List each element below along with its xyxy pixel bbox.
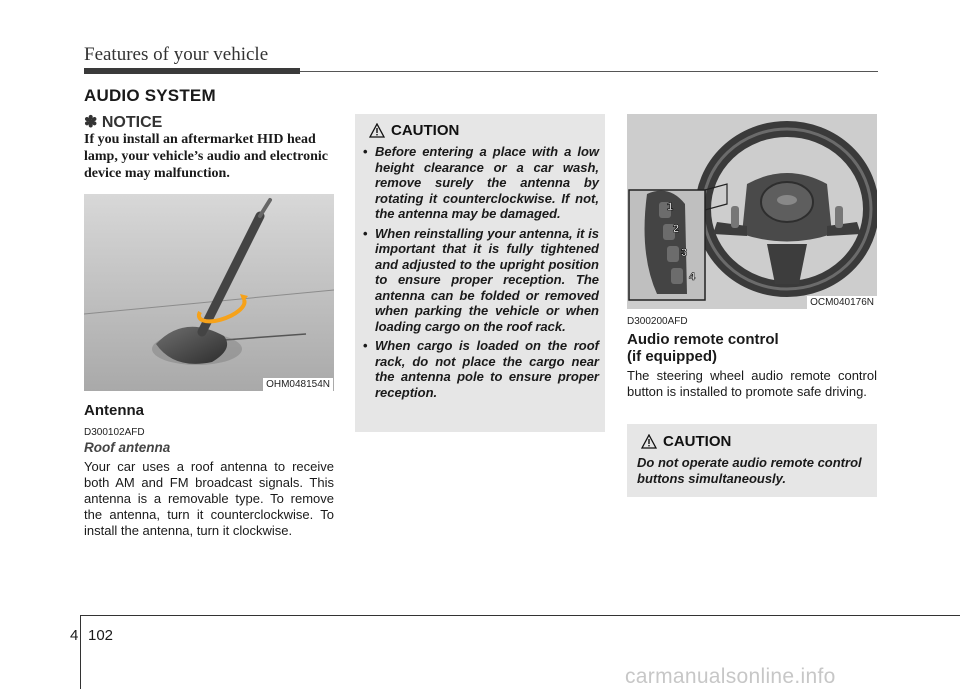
warning-triangle-icon [369,123,385,138]
remote-heading-line2: (if equipped) [627,348,717,365]
caution-heading [641,433,731,450]
section-title: AUDIO SYSTEM [84,86,216,105]
watermark: carmanualsonline.info [625,665,836,688]
caution-title: CAUTION [663,433,732,450]
callout-4: 4 [689,271,696,283]
remote-doc-code: D300200AFD [627,316,688,327]
antenna-image-code: OHM048154N [263,378,333,391]
page-number: 102 [88,627,114,644]
antenna-illustration [84,194,334,391]
chapter-number: 4 [70,627,79,644]
notice-body: If you install an aftermarket HID head lamp, your vehicle’s audio and electronic device may malfunction. [84,132,328,181]
antenna-heading: Antenna [84,402,144,419]
caution-item: • Before entering a place with a low height clearance or a car wash, remove surely the antenna by rotating it counterclockwise. If not, the antenna may be damaged. [363,144,599,222]
wheel-image-code: OCM040176N [807,296,877,309]
caution-box-antenna [355,114,605,432]
footer-rule [80,615,960,616]
page-header-title: Features of your vehicle [84,44,269,65]
steering-wheel-illustration [627,114,877,309]
caution-heading [369,122,459,139]
footer-divider [80,615,81,689]
caution-item: • When cargo is loaded on the roof rack, do not place the cargo near the antenna pole to ensure proper reception. [363,338,599,400]
callout-2: 2 [673,223,680,235]
caution-item: • When reinstalling your antenna, it is important that it is fully tightened and adjusted to the upright position to ensure proper reception. The antenna can be folded or removed when parking the vehicle or when loading cargo on the roof rack. [363,226,599,335]
caution-title: CAUTION [391,122,460,139]
warning-triangle-icon [641,434,657,449]
antenna-photo [84,194,334,391]
header-rule [300,71,878,72]
remote-heading [627,331,877,365]
steering-wheel-photo [627,114,877,309]
notice-title: ✽ NOTICE [84,114,163,131]
caution-list [363,144,599,404]
antenna-body: Your car uses a roof antenna to receive both AM and FM broadcast signals. This antenna is a removable type. To remove the antenna, turn it counterclockwise. To install the antenna, turn it clockwise. [84,459,334,538]
roof-antenna-subheading: Roof antenna [84,440,171,455]
antenna-doc-code: D300102AFD [84,427,145,438]
header-bar [84,68,300,74]
callout-1: 1 [667,201,674,213]
remote-heading-line1: Audio remote control [627,331,779,348]
callout-3: 3 [681,247,688,259]
remote-body: The steering wheel audio remote control button is installed to promote safe driving. [627,368,877,399]
caution-remote-text: Do not operate audio remote control buttons simultaneously. [637,455,862,486]
caution-box-remote [627,424,877,497]
